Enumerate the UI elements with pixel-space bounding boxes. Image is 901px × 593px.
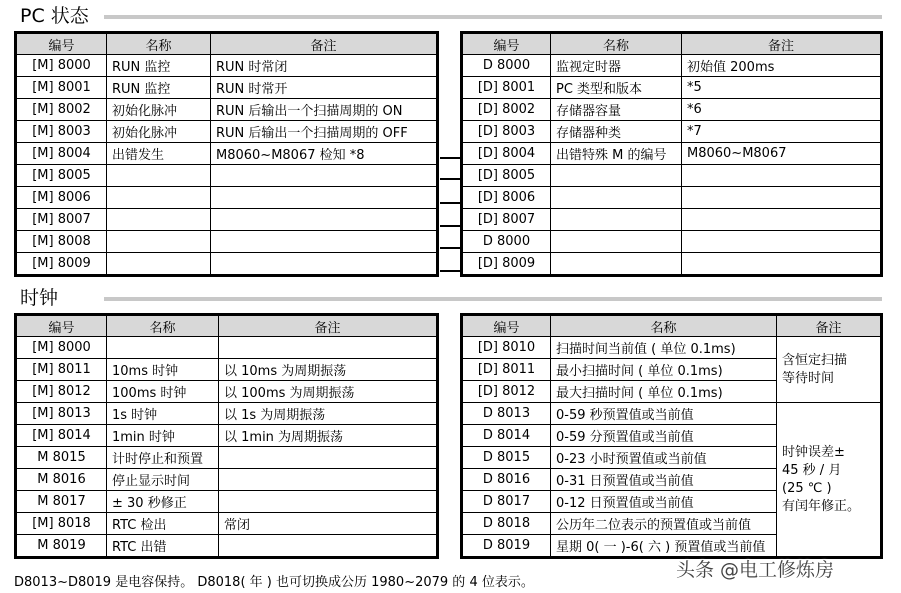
cell-name: PC 类型和版本 — [551, 77, 682, 99]
connector-line — [440, 157, 460, 159]
table-row — [16, 99, 438, 121]
connector-line — [440, 270, 460, 272]
cell-note: *7 — [682, 121, 882, 143]
table-row — [462, 121, 882, 143]
table-row — [16, 535, 438, 558]
cell-name: 最小扫描时间 ( 单位 0.1ms) — [551, 359, 777, 381]
cell-name: ± 30 秒修正 — [107, 491, 219, 513]
cell-num: M 8017 — [16, 491, 107, 513]
cell-num: [M] 8012 — [16, 381, 107, 403]
table-row — [16, 55, 438, 77]
cell-note: 初始值 200ms — [682, 55, 882, 77]
table-row — [16, 491, 438, 513]
cell-name: 0-59 分预置值或当前值 — [551, 425, 777, 447]
table-row — [462, 55, 882, 77]
cell-note — [211, 253, 438, 276]
header-note: 备注 — [219, 315, 438, 337]
cell-note: 以 100ms 为周期振荡 — [219, 381, 438, 403]
table-row — [462, 253, 882, 276]
header-name: 名称 — [107, 33, 211, 55]
cell-num: [D] 8007 — [462, 209, 551, 231]
table-row — [16, 231, 438, 253]
cell-name — [107, 231, 211, 253]
header-note: 备注 — [211, 33, 438, 55]
cell-note: 以 10ms 为周期振荡 — [219, 359, 438, 381]
cell-note-clock: 时钟误差± 45 秒 / 月 (25 ℃ ) 有闰年修正。 — [777, 403, 882, 558]
table-row — [16, 77, 438, 99]
cell-name: 出错特殊 M 的编号 — [551, 143, 682, 165]
cell-name — [107, 253, 211, 276]
cell-num: D 8017 — [462, 491, 551, 513]
cell-num: [D] 8010 — [462, 337, 551, 359]
cell-name: 1min 时钟 — [107, 425, 219, 447]
header-name: 名称 — [551, 315, 777, 337]
cell-note — [219, 447, 438, 469]
cell-name: 0-59 秒预置值或当前值 — [551, 403, 777, 425]
watermark-text: 头条 @电工修炼房 — [676, 559, 835, 581]
cell-name: 1s 时钟 — [107, 403, 219, 425]
cell-name: 计时停止和预置 — [107, 447, 219, 469]
pc-status-table-left — [14, 31, 439, 277]
connector-line — [440, 225, 460, 227]
header-num: 编号 — [462, 315, 551, 337]
cell-name: RUN 监控 — [107, 55, 211, 77]
cell-note — [211, 187, 438, 209]
cell-num: D 8000 — [462, 55, 551, 77]
cell-num: [M] 8000 — [16, 337, 107, 359]
clock-table-left — [14, 313, 439, 559]
table-row — [16, 165, 438, 187]
table-row — [462, 165, 882, 187]
pc-status-table-right — [460, 31, 883, 277]
table-row — [16, 253, 438, 276]
cell-num: [M] 8008 — [16, 231, 107, 253]
cell-note — [211, 209, 438, 231]
cell-num: [M] 8006 — [16, 187, 107, 209]
cell-num: D 8014 — [462, 425, 551, 447]
cell-name — [551, 231, 682, 253]
cell-name: 最大扫描时间 ( 单位 0.1ms) — [551, 381, 777, 403]
cell-name: 初始化脉冲 — [107, 99, 211, 121]
cell-name — [551, 209, 682, 231]
cell-num: D 8000 — [462, 231, 551, 253]
table-row — [16, 403, 438, 425]
section-title-clock: 时钟 — [20, 287, 59, 309]
header-note: 备注 — [777, 315, 882, 337]
cell-num: [M] 8000 — [16, 55, 107, 77]
cell-num: [D] 8002 — [462, 99, 551, 121]
cell-num: [D] 8004 — [462, 143, 551, 165]
cell-name — [107, 337, 219, 359]
cell-note: RUN 后输出一个扫描周期的 ON — [211, 99, 438, 121]
header-name: 名称 — [107, 315, 219, 337]
cell-num: [M] 8003 — [16, 121, 107, 143]
cell-name: 星期 0( 一 )-6( 六 ) 预置值或当前值 — [551, 535, 777, 558]
table-row — [462, 99, 882, 121]
cell-name: 出错发生 — [107, 143, 211, 165]
table-row — [16, 209, 438, 231]
connector-line — [440, 178, 460, 180]
cell-note — [682, 165, 882, 187]
cell-name — [551, 187, 682, 209]
cell-name: 公历年二位表示的预置值或当前值 — [551, 513, 777, 535]
cell-name: 0-23 小时预置值或当前值 — [551, 447, 777, 469]
cell-num: [M] 8013 — [16, 403, 107, 425]
connector-line — [440, 202, 460, 204]
cell-num: [M] 8005 — [16, 165, 107, 187]
cell-note — [682, 231, 882, 253]
cell-num: D 8013 — [462, 403, 551, 425]
cell-name: 0-31 日预置值或当前值 — [551, 469, 777, 491]
header-num: 编号 — [462, 33, 551, 55]
cell-num: [M] 8011 — [16, 359, 107, 381]
cell-num: [M] 8002 — [16, 99, 107, 121]
cell-num: [M] 8007 — [16, 209, 107, 231]
cell-name: 停止显示时间 — [107, 469, 219, 491]
cell-num: [M] 8001 — [16, 77, 107, 99]
cell-note: RUN 时常闭 — [211, 55, 438, 77]
cell-note: 以 1min 为周期振荡 — [219, 425, 438, 447]
cell-note — [219, 469, 438, 491]
cell-note: *5 — [682, 77, 882, 99]
header-num: 编号 — [16, 33, 107, 55]
cell-note: 常闭 — [219, 513, 438, 535]
cell-name — [551, 165, 682, 187]
table-row — [462, 209, 882, 231]
table-row — [462, 187, 882, 209]
table-row — [16, 425, 438, 447]
connector-line — [440, 247, 460, 249]
cell-num: D 8019 — [462, 535, 551, 558]
cell-num: [D] 8006 — [462, 187, 551, 209]
cell-name: 0-12 日预置值或当前值 — [551, 491, 777, 513]
cell-num: M 8016 — [16, 469, 107, 491]
cell-name: RTC 检出 — [107, 513, 219, 535]
cell-name: RUN 监控 — [107, 77, 211, 99]
cell-note — [219, 535, 438, 558]
cell-note — [682, 187, 882, 209]
cell-name: 扫描时间当前值 ( 单位 0.1ms) — [551, 337, 777, 359]
cell-num: [D] 8001 — [462, 77, 551, 99]
table-row — [16, 381, 438, 403]
cell-num: D 8015 — [462, 447, 551, 469]
cell-num: [D] 8011 — [462, 359, 551, 381]
cell-num: M 8019 — [16, 535, 107, 558]
cell-note — [211, 165, 438, 187]
cell-num: [D] 8012 — [462, 381, 551, 403]
cell-name: 存储器容量 — [551, 99, 682, 121]
header-num: 编号 — [16, 315, 107, 337]
cell-num: D 8018 — [462, 513, 551, 535]
table-row — [16, 447, 438, 469]
cell-note — [682, 209, 882, 231]
cell-name — [107, 187, 211, 209]
clock-table-right — [460, 313, 883, 559]
cell-name — [107, 165, 211, 187]
table-row — [16, 187, 438, 209]
cell-note: 以 1s 为周期振荡 — [219, 403, 438, 425]
table-row — [16, 359, 438, 381]
section-title-pc-status: PC 状态 — [20, 5, 89, 27]
table-row — [462, 403, 882, 425]
cell-note — [219, 337, 438, 359]
header-note: 备注 — [682, 33, 882, 55]
cell-note: M8060~M8067 检知 *8 — [211, 143, 438, 165]
table-row — [462, 77, 882, 99]
table-row — [16, 337, 438, 359]
cell-name: 存储器种类 — [551, 121, 682, 143]
cell-name — [551, 253, 682, 276]
cell-num: [M] 8014 — [16, 425, 107, 447]
cell-note — [682, 253, 882, 276]
cell-num: [M] 8004 — [16, 143, 107, 165]
cell-num: [M] 8018 — [16, 513, 107, 535]
header-name: 名称 — [551, 33, 682, 55]
cell-num: [M] 8009 — [16, 253, 107, 276]
table-row — [462, 231, 882, 253]
cell-name — [107, 209, 211, 231]
table-row — [462, 337, 882, 359]
cell-num: [D] 8009 — [462, 253, 551, 276]
table-row — [462, 143, 882, 165]
cell-name: 10ms 时钟 — [107, 359, 219, 381]
cell-name: 初始化脉冲 — [107, 121, 211, 143]
cell-note — [211, 231, 438, 253]
cell-note: *6 — [682, 99, 882, 121]
cell-name: 100ms 时钟 — [107, 381, 219, 403]
cell-num: M 8015 — [16, 447, 107, 469]
cell-num: [D] 8003 — [462, 121, 551, 143]
section-rule-clock — [104, 297, 882, 301]
footer-note: D8013~D8019 是电容保持。 D8018( 年 ) 也可切换成公历 1980~2079 的 4 位表示。 — [14, 575, 534, 590]
table-row — [16, 143, 438, 165]
table-row — [16, 513, 438, 535]
section-rule-pc-status — [104, 15, 882, 19]
cell-note: RUN 后输出一个扫描周期的 OFF — [211, 121, 438, 143]
cell-name: RTC 出错 — [107, 535, 219, 558]
cell-note-scan: 含恒定扫描 等待时间 — [777, 337, 882, 403]
cell-note: RUN 时常开 — [211, 77, 438, 99]
table-row — [16, 121, 438, 143]
cell-note: M8060~M8067 — [682, 143, 882, 165]
cell-name: 监视定时器 — [551, 55, 682, 77]
table-row — [16, 469, 438, 491]
cell-num: D 8016 — [462, 469, 551, 491]
cell-num: [D] 8005 — [462, 165, 551, 187]
cell-note — [219, 491, 438, 513]
